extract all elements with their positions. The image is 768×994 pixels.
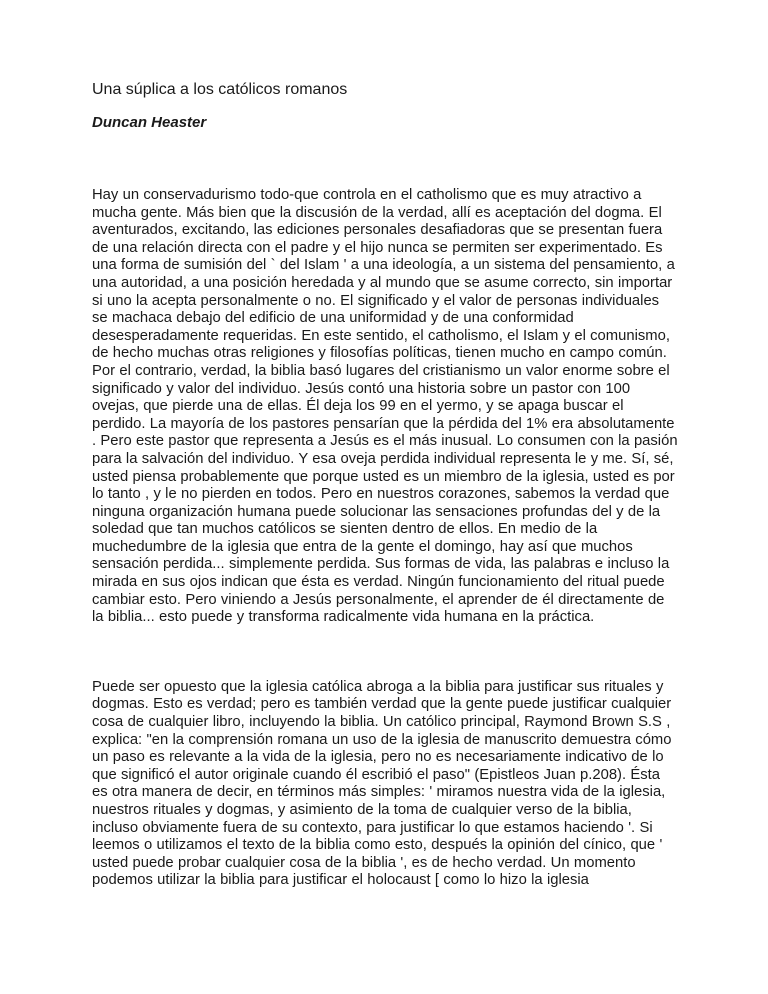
paragraph-2: Puede ser opuesto que la iglesia católica abroga a la biblia para justificar sus rituales y dogmas. Esto es verdad; pero es también verdad que la gente puede justificar cualquier cosa de cualquier libro, incluyendo la biblia. Un católico principal, Raymond Brown S.S , explica: "en la comprensión romana un uso de la iglesia de manuscrito demuestra cómo un paso es relevante a la vida de la iglesia, pero no es necesariamente indicativo de lo que significó el autor originale cuando él escribió el paso" (Epistleos Juan p.208). Ésta es otra manera de decir, en términos más simples: ' miramos nuestra vida de la iglesia, nuestros rituales y dogmas, y asimiento de la toma de cualquier verso de la biblia, incluso obviamente fuera de su contexto, para justificar lo que estamos haciendo '. Si leemos o utilizamos el texto de la biblia como esto, después la opinión del cínico, que ' usted puede probar cualquier cosa de la biblia ', es de hecho verdad. Un momento podemos utilizar la biblia para justificar el holocaust [ como lo hizo la iglesia [92, 678, 672, 889]
document-title: Una súplica a los católicos romanos [92, 81, 348, 98]
paragraph-1: Hay un conservadurismo todo-que controla en el catholismo que es muy atractivo a mucha gente. Más bien que la discusión de la verdad, allí es aceptación del dogma. El aventurados, excitando, las ediciones personales desafiadoras que se presentan fuera de una relación directa con el padre y el hijo nunca se permiten ser experimentado. Es una forma de sumisión del ` del Islam ' a una ideología, a un sistema del pensamiento, a una autoridad, a una posición heredada y al mundo que se asume correcto, sin importar si uno la acepta personalmente o no. El significado y el valor de personas individuales se machaca debajo del edificio de una uniformidad y de una conformidad desesperadamente requeridas. En este sentido, el catholismo, el Islam y el comunismo, de hecho muchas otras religiones y filosofías políticas, tienen mucho en campo común. Por el contrario, verdad, la biblia basó lugares del cristianismo un valor enorme sobre el significado y valor del individuo. Jesús contó una historia sobre un pastor con 100 ovejas, que pierde una de ellas. Él deja los 99 en el yermo, y se apaga buscar el perdido. La mayoría de los pastores pensarían que la pérdida del 1% era absolutamente . Pero este pastor que representa a Jesús es el más inusual. Lo consumen con la pasión para la salvación del individuo. Y esa oveja perdida individual representa le y me. Sí, sé, usted piensa probablemente que porque usted es un miembro de la iglesia, usted es por lo tanto , y le no pierden en todos. Pero en nuestros corazones, sabemos la verdad que ninguna organización humana puede solucionar las sensaciones profundas del y de la soledad que tan muchos católicos se sienten dentro de ellos. En medio de la muchedumbre de la iglesia que entra de la gente el domingo, hay así que muchos sensación perdida... simplemente perdida. Sus formas de vida, las palabras e incluso la mirada en sus ojos indican que ésta es verdad. Ningún funcionamiento del ritual puede cambiar esto. Pero viniendo a Jesús personalmente, el aprender de él directamente de la biblia... esto puede y transforma radicalmente vida humana en la práctica. [92, 187, 678, 626]
document-author: Duncan Heaster [92, 114, 207, 131]
